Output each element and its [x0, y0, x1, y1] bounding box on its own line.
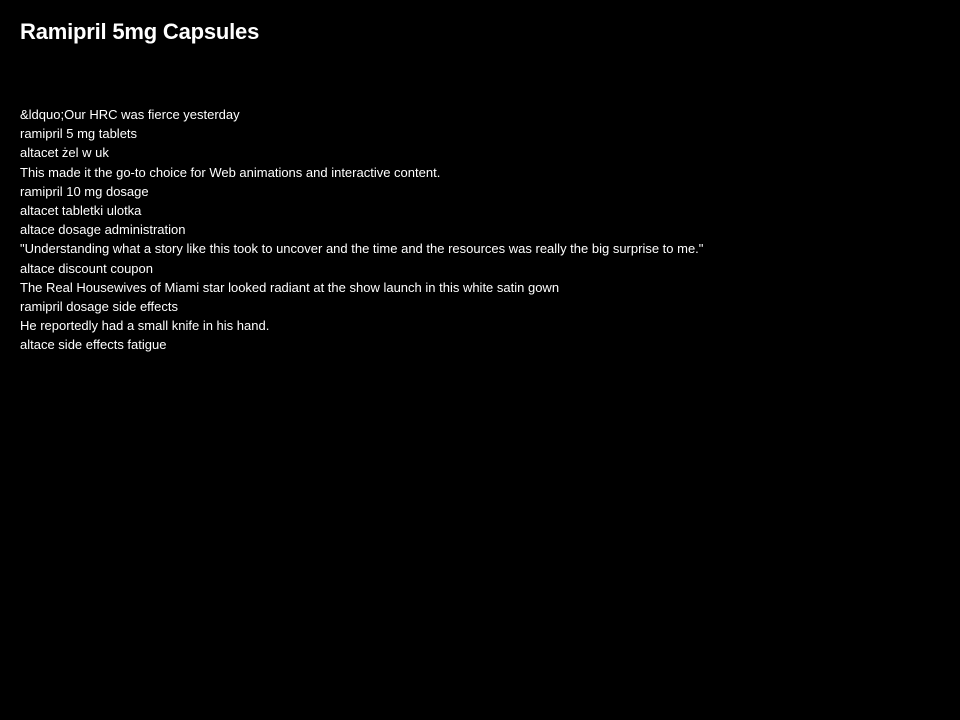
- text-line: The Real Housewives of Miami star looked radiant at the show launch in this white satin gown: [20, 279, 560, 295]
- text-line: He reportedly had a small knife in his hand.: [20, 318, 270, 334]
- text-line: ramipril 10 mg dosage: [20, 183, 149, 199]
- text-line: "Understanding what a story like this took to uncover and the time and the resources was really the big surprise to me.": [20, 241, 704, 257]
- text-line: ramipril dosage side effects: [20, 299, 179, 315]
- text-line: altace dosage administration: [20, 222, 186, 238]
- text-lines: [20, 105, 940, 355]
- text-line: altacet tabletki ulotka: [20, 203, 142, 219]
- text-line: altace side effects fatigue: [20, 337, 167, 353]
- text-line: altace discount coupon: [20, 260, 153, 276]
- page-content: [20, 0, 940, 353]
- text-line: altacet żel w uk: [20, 145, 109, 161]
- text-line: ramipril 5 mg tablets: [20, 126, 138, 142]
- page-title: Ramipril 5mg Capsules: [20, 19, 260, 44]
- text-line: &ldquo;Our HRC was fierce yesterday: [20, 107, 240, 122]
- text-line: This made it the go-to choice for Web animations and interactive content.: [20, 164, 441, 180]
